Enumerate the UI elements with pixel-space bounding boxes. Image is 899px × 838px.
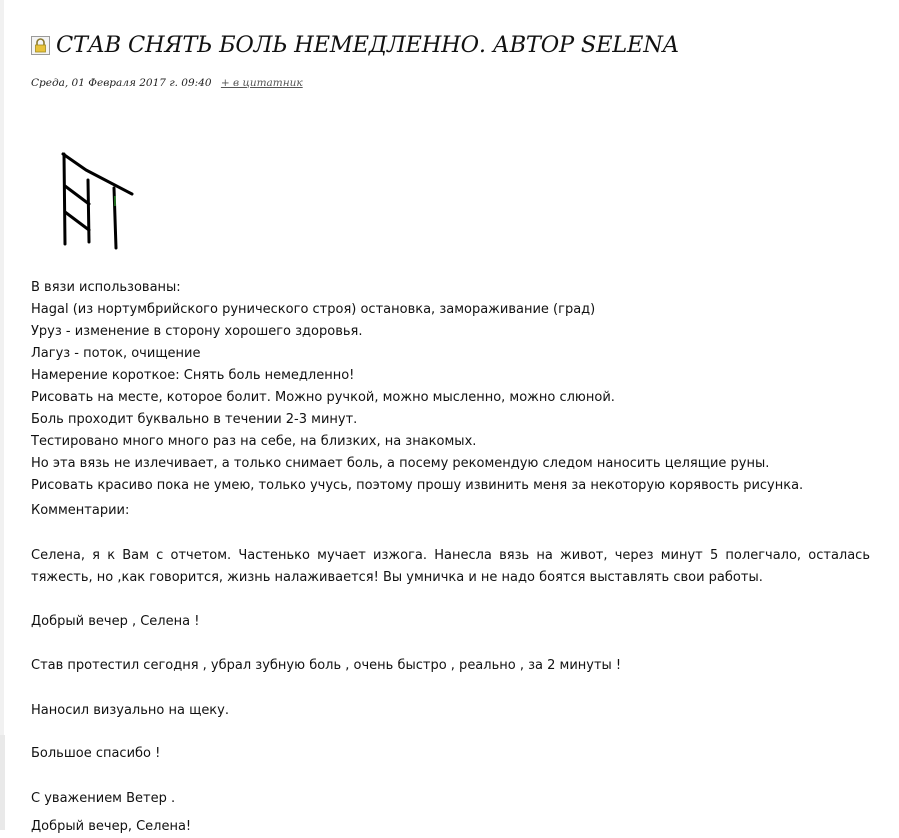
comment-text: С уважением Ветер . <box>31 791 176 806</box>
body-line: Боль проходит буквально в течении 2-3 минут. <box>31 412 358 427</box>
post-date: Среда, 01 Февраля 2017 г. 09:40 <box>31 77 212 89</box>
post-meta <box>31 77 303 89</box>
body-line: Намерение короткое: Снять боль немедленно! <box>31 368 355 383</box>
body-line: Лагуз - поток, очищение <box>31 346 201 361</box>
left-border <box>0 0 4 830</box>
comment-text: Добрый вечер , Селена ! <box>31 614 200 629</box>
add-to-quotes-link[interactable]: + в цитатник <box>220 77 303 89</box>
rune-drawing <box>56 148 146 258</box>
comment-text: Наносил визуально на щеку. <box>31 703 229 718</box>
post-body <box>31 277 871 497</box>
body-line: Hagal (из нортумбрийского рунического строя) остановка, замораживание (град) <box>31 302 596 317</box>
lock-icon <box>31 36 50 55</box>
body-line: Рисовать на месте, которое болит. Можно ручкой, можно мысленно, можно слюной. <box>31 390 615 405</box>
comment-text: Большое спасибо ! <box>31 746 161 761</box>
post-header <box>31 32 679 58</box>
body-line: Рисовать красиво пока не умею, только учусь, поэтому прошу извинить меня за некоторую корявость рисунка. <box>31 478 804 493</box>
comment-text: Добрый вечер, Селена! <box>31 819 192 834</box>
body-line: Тестировано много много раз на себе, на близких, на знакомых. <box>31 434 477 449</box>
body-line: В вязи использованы: <box>31 280 181 295</box>
comments-label: Комментарии: <box>31 503 130 518</box>
left-border-lower <box>0 735 5 830</box>
body-line: Но эта вязь не излечивает, а только снимает боль, а посему рекомендую следом наносить целящие руны. <box>31 456 770 471</box>
post-title: СТАВ СНЯТЬ БОЛЬ НЕМЕДЛЕННО. АВТОР SELENA <box>56 32 679 58</box>
body-line: Уруз - изменение в сторону хорошего здоровья. <box>31 324 363 339</box>
comment-text: Селена, я к Вам с отчетом. Частенько мучает изжога. Нанесла вязь на живот, через минут 5 полегчало, осталась тяжесть, но ,как говорится, жизнь налаживается! Вы умничка и не надо боятся выставлять свои работы. <box>31 548 870 585</box>
comment-text: Став протестил сегодня , убрал зубную боль , очень быстро , реально , за 2 минуты ! <box>31 658 622 673</box>
